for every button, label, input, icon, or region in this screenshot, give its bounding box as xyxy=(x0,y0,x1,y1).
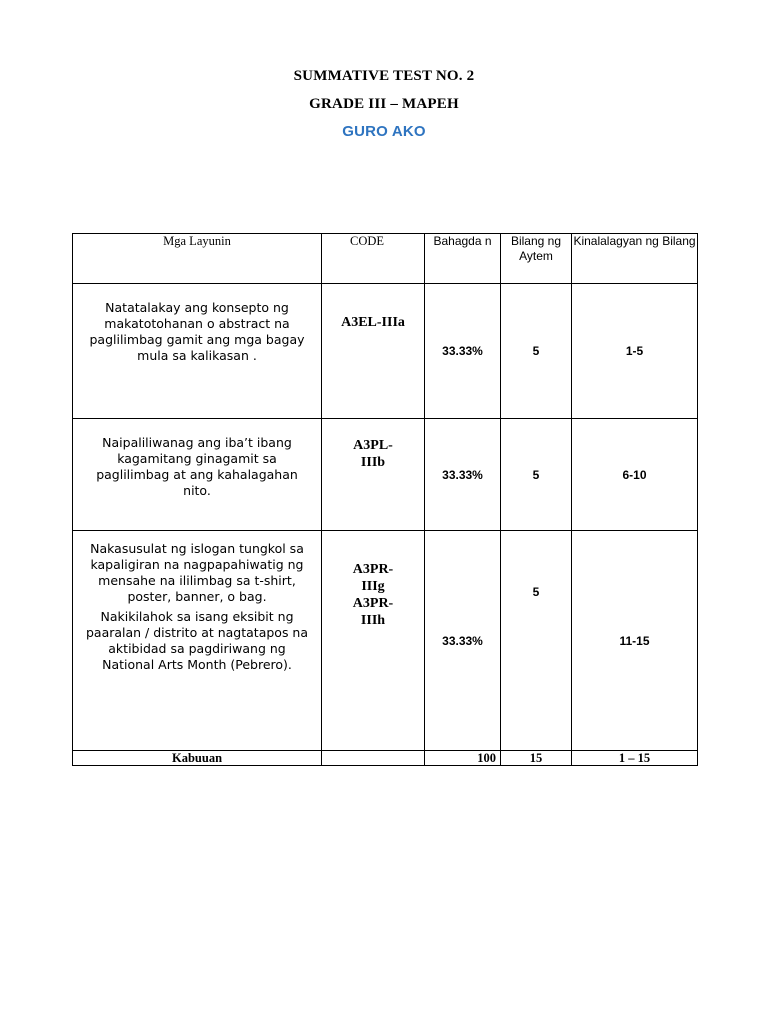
objective-cell xyxy=(73,531,322,751)
column-header-objectives: Mga Layunin xyxy=(73,234,322,284)
column-header-placement: Kinalalagyan ng Bilang xyxy=(572,234,698,284)
total-row xyxy=(73,751,698,766)
table-row xyxy=(73,531,698,751)
items-cell: 5 xyxy=(501,284,572,419)
percent-cell: 33.33% xyxy=(425,531,501,751)
total-items: 15 xyxy=(501,751,572,766)
objective-text: Natatalakay ang konsepto ng makatotohanan o abstract na paglilimbag gamit ang mga bagay mula sa kalikasan . xyxy=(89,300,305,363)
total-placement: 1 – 15 xyxy=(572,751,698,766)
column-header-percent: Bahagda n xyxy=(425,234,501,284)
column-header-code: CODE xyxy=(322,234,425,284)
code-cell xyxy=(322,419,425,531)
code-text: A3PR- xyxy=(352,596,394,611)
total-code xyxy=(322,751,425,766)
code-text: A3PR- xyxy=(352,562,394,577)
objective-text: Nakikilahok sa isang eksibit ng paaralan / distrito at nagtatapos na aktibidad sa pagdiriwang ng National Arts Month (Pebrero). xyxy=(85,609,309,672)
code-cell xyxy=(322,284,425,419)
total-label: Kabuuan xyxy=(73,751,322,766)
code-cell xyxy=(322,531,425,751)
table-row xyxy=(73,419,698,531)
total-percent: 100 xyxy=(425,751,501,766)
items-cell: 5 xyxy=(501,419,572,531)
author-name: GURO AKO xyxy=(342,123,426,140)
table-of-specifications xyxy=(72,233,698,766)
code-text: IIIh xyxy=(360,613,386,628)
code-text: A3EL-IIIa xyxy=(341,315,405,330)
placement-cell: 1-5 xyxy=(572,284,698,419)
test-title: SUMMATIVE TEST NO. 2 xyxy=(293,68,475,84)
percent-cell: 33.33% xyxy=(425,419,501,531)
code-text: A3PL- xyxy=(353,438,393,453)
table-header-row xyxy=(73,234,698,284)
grade-subject: GRADE III – MAPEH xyxy=(309,96,459,112)
items-cell: 5 xyxy=(501,531,572,751)
column-header-items: Bilang ng Aytem xyxy=(501,234,572,284)
code-text: IIIg xyxy=(361,579,385,594)
percent-cell: 33.33% xyxy=(425,284,501,419)
code-text: IIIb xyxy=(360,455,386,470)
placement-cell: 6-10 xyxy=(572,419,698,531)
objective-cell xyxy=(73,284,322,419)
objective-cell xyxy=(73,419,322,531)
objective-text: Naipaliliwanag ang iba’t ibang kagamitang ginagamit sa paglilimbag at ang kahalagahan nito. xyxy=(96,435,298,498)
table-row xyxy=(73,284,698,419)
objective-text: Nakasusulat ng islogan tungkol sa kapaligiran na nagpapahiwatig ng mensahe na ililimbag sa t-shirt, poster, banner, o bag. xyxy=(90,541,304,604)
placement-cell: 11-15 xyxy=(572,531,698,751)
